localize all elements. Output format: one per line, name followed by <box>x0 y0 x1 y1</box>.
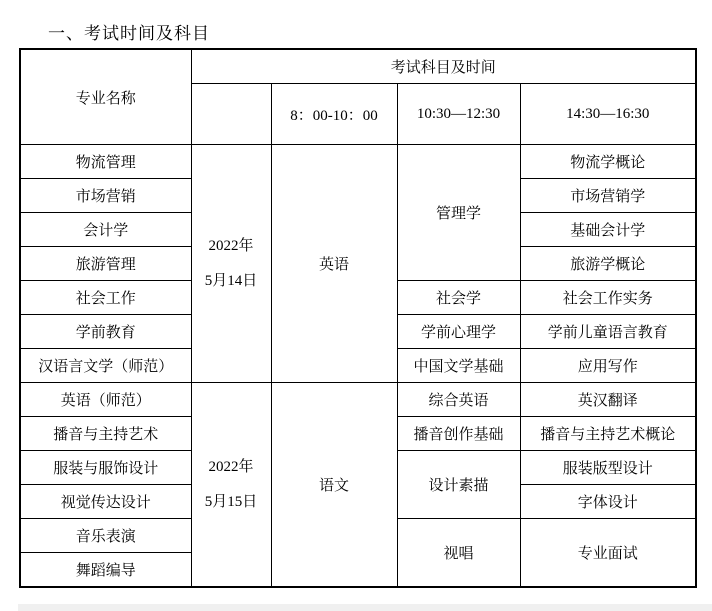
major-cell: 物流管理 <box>20 145 191 179</box>
subject-cell-afternoon: 旅游学概论 <box>520 247 696 281</box>
subject-cell-midday: 中国文学基础 <box>397 349 520 383</box>
date-cell-day1 <box>191 145 271 383</box>
subject-cell-midday: 播音创作基础 <box>397 417 520 451</box>
exam-schedule-table <box>19 48 697 588</box>
subject-cell-midday: 管理学 <box>397 145 520 281</box>
subject-cell-afternoon: 服装版型设计 <box>520 451 696 485</box>
subject-cell-afternoon: 社会工作实务 <box>520 281 696 315</box>
major-cell: 服装与服饰设计 <box>20 451 191 485</box>
major-cell: 舞蹈编导 <box>20 553 191 588</box>
subject-cell-midday: 学前心理学 <box>397 315 520 349</box>
subject-cell-afternoon: 物流学概论 <box>520 145 696 179</box>
table-row <box>20 383 696 417</box>
subject-cell-afternoon: 字体设计 <box>520 485 696 519</box>
major-cell: 旅游管理 <box>20 247 191 281</box>
table-row <box>20 145 696 179</box>
major-cell: 学前教育 <box>20 315 191 349</box>
major-cell: 播音与主持艺术 <box>20 417 191 451</box>
major-cell: 市场营销 <box>20 179 191 213</box>
section-title: 一、考试时间及科目 <box>48 24 210 43</box>
subject-cell-morning-day1: 英语 <box>271 145 397 383</box>
header-time-slot-1: 8：00-10：00 <box>271 84 397 145</box>
subject-cell-midday: 综合英语 <box>397 383 520 417</box>
major-cell: 英语（师范） <box>20 383 191 417</box>
major-cell: 汉语言文学（师范） <box>20 349 191 383</box>
header-time-slot-2: 10:30—12:30 <box>397 84 520 145</box>
table-row <box>20 49 696 84</box>
date-line: 2022年 <box>208 459 254 475</box>
subject-cell-midday: 社会学 <box>397 281 520 315</box>
subject-cell-midday: 视唱 <box>397 519 520 588</box>
date-cell-day2 <box>191 383 271 588</box>
subject-cell-afternoon: 学前儿童语言教育 <box>520 315 696 349</box>
date-line: 5月15日 <box>204 493 258 510</box>
subject-cell-afternoon: 英汉翻译 <box>520 383 696 417</box>
header-time-slot-3: 14:30—16:30 <box>520 84 696 145</box>
subject-cell-afternoon: 基础会计学 <box>520 213 696 247</box>
major-cell: 会计学 <box>20 213 191 247</box>
major-cell: 视觉传达设计 <box>20 485 191 519</box>
subject-cell-afternoon: 应用写作 <box>520 349 696 383</box>
next-paragraph-strip <box>18 604 712 611</box>
major-cell: 音乐表演 <box>20 519 191 553</box>
major-cell: 社会工作 <box>20 281 191 315</box>
date-line: 2022年 <box>208 238 254 254</box>
subject-cell-midday: 设计素描 <box>397 451 520 519</box>
subject-cell-afternoon: 专业面试 <box>520 519 696 588</box>
subject-cell-afternoon: 市场营销学 <box>520 179 696 213</box>
header-date-empty <box>191 84 271 145</box>
header-subjects-and-time: 考试科目及时间 <box>191 49 696 84</box>
subject-cell-afternoon: 播音与主持艺术概论 <box>520 417 696 451</box>
date-line: 5月14日 <box>204 272 258 289</box>
subject-cell-morning-day2: 语文 <box>271 383 397 588</box>
header-major-name: 专业名称 <box>20 49 191 145</box>
